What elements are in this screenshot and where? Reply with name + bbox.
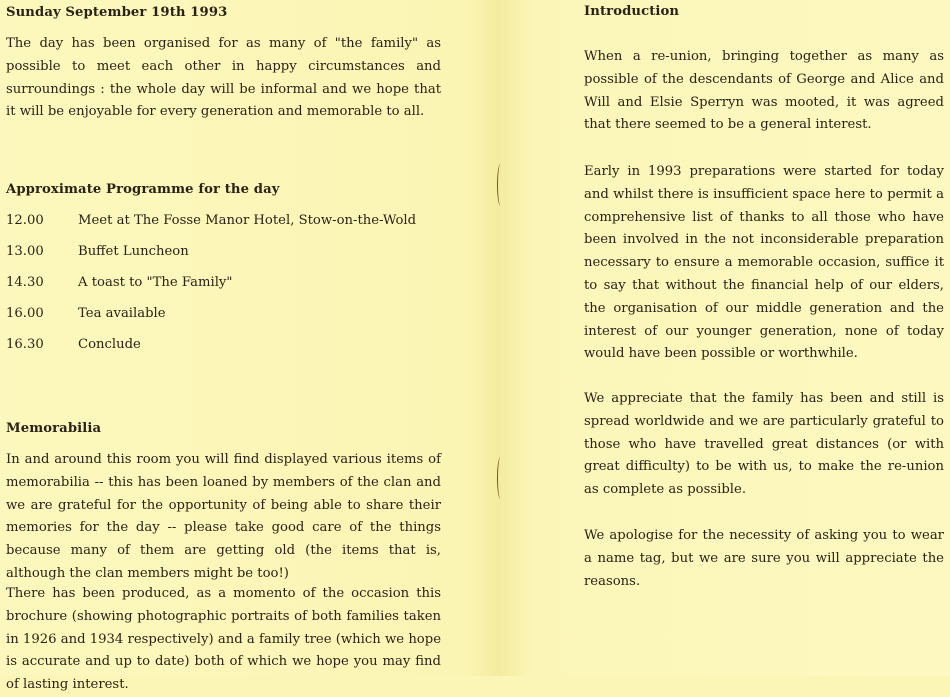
programme-item (6, 273, 441, 304)
introduction-paragraph-1: When a re-union, bringing together as many as possible of the descendants of George and Alice and Will and Elsie Sperryn was mooted, it was agreed that there seemed to be a general interest. (584, 49, 944, 133)
programme-time: 12.00 (6, 213, 44, 228)
intro-paragraph: The day has been organised for as many of "the family" as possible to meet each other in happy circumstances and surroundings : the whole day will be informal and we hope that it will be enjoyable for every generation and memorable to all. (6, 36, 441, 120)
date-heading: Sunday September 19th 1993 (6, 5, 228, 20)
memorabilia-paragraph-2: There has been produced, as a momento of the occasion this brochure (showing photographic portraits of both families taken in 1926 and 1934 respectively) and a family tree (which we hope is accurate and up to date) both of which we hope you may find of lasting interest. (6, 586, 441, 693)
programme-time: 13.00 (6, 244, 44, 259)
introduction-paragraph-3: We appreciate that the family has been and still is spread worldwide and we are particularly grateful to those who have travelled great distances (or with great difficulty) to be with us, to make the re-union as complete as possible. (584, 391, 944, 498)
programme-item (6, 304, 441, 335)
programme-time: 16.30 (6, 337, 44, 352)
programme-list (6, 211, 441, 366)
programme-item (6, 335, 441, 366)
memorabilia-paragraph-1: In and around this room you will find displayed various items of memorabilia -- this has been loaned by members of the clan and we are grateful for the opportunity of being able to share their memories for the day -- please take good care of the things because many of them are getting old (the items that is, although the clan members might be too!) (6, 452, 441, 581)
programme-time: 16.00 (6, 306, 44, 321)
programme-event: Conclude (78, 337, 141, 352)
programme-event: Tea available (78, 306, 166, 321)
staple-top (497, 164, 504, 206)
programme-item (6, 211, 441, 242)
programme-time: 14.30 (6, 275, 44, 290)
introduction-paragraph-2: Early in 1993 preparations were started for today and whilst there is insufficient space here to permit a comprehensive list of thanks to all those who have been involved in the not inconsiderable preparation necessary to ensure a memorable occasion, suffice it to say that without the financial help of our elders, the organisation of our middle generation and the interest of our younger generation, none of today would have been possible or worthwhile. (584, 164, 944, 362)
programme-item (6, 242, 441, 273)
introduction-heading: Introduction (584, 4, 680, 19)
introduction-paragraph-4: We apologise for the necessity of asking you to wear a name tag, but we are sure you will appreciate the reasons. (584, 528, 944, 589)
programme-event: Meet at The Fosse Manor Hotel, Stow-on-the-Wold (78, 213, 417, 228)
staple-bottom (497, 457, 504, 499)
programme-event: A toast to "The Family" (78, 275, 233, 290)
programme-heading: Approximate Programme for the day (6, 182, 280, 197)
memorabilia-heading: Memorabilia (6, 421, 102, 436)
programme-event: Buffet Luncheon (78, 244, 189, 259)
